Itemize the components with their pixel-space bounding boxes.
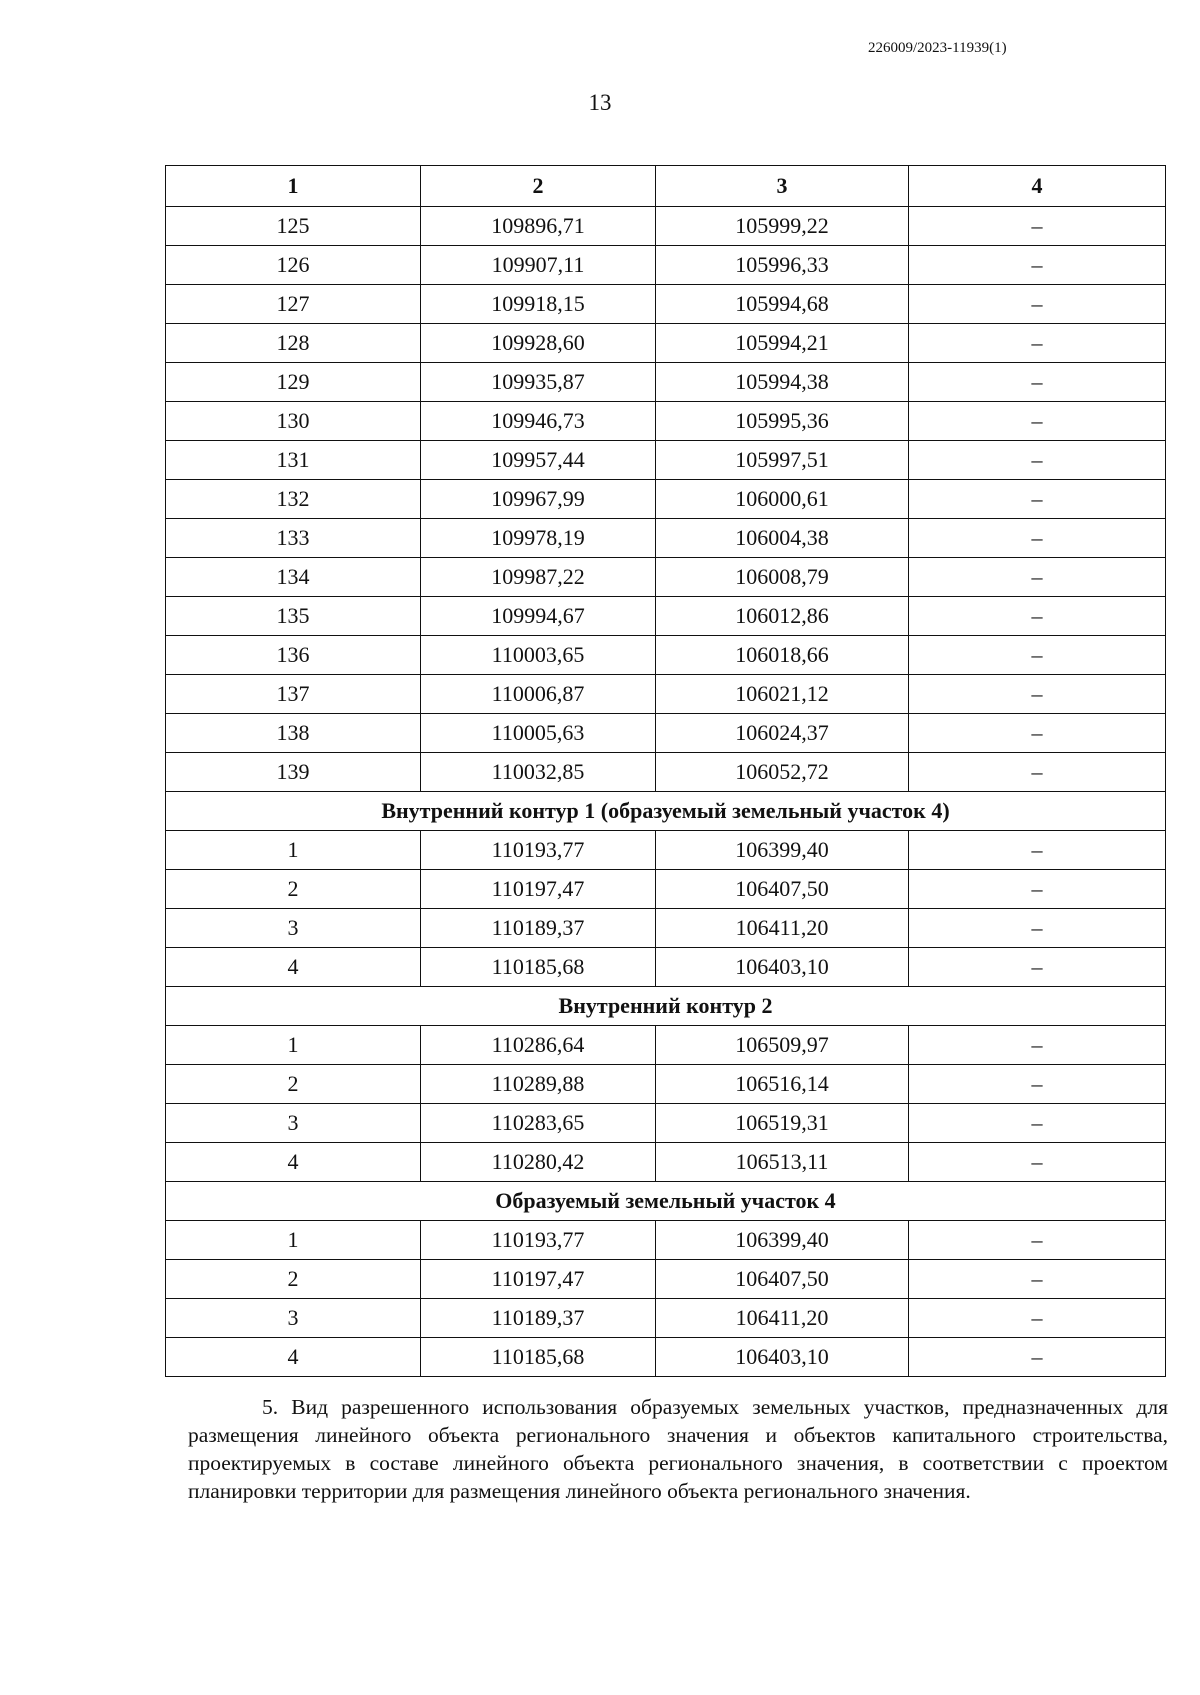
section-title: Внутренний контур 2	[166, 987, 1166, 1026]
table-cell: –	[909, 714, 1166, 753]
table-row	[166, 948, 1166, 987]
table-cell: 105994,38	[656, 363, 909, 402]
table-cell: 132	[166, 480, 421, 519]
section-title-row	[166, 987, 1166, 1026]
table-row	[166, 1299, 1166, 1338]
table-cell: 3	[166, 909, 421, 948]
table-row	[166, 1338, 1166, 1377]
table-cell: 106403,10	[656, 1338, 909, 1377]
table-row	[166, 324, 1166, 363]
table-cell: 106024,37	[656, 714, 909, 753]
table-cell: –	[909, 831, 1166, 870]
table-cell: 126	[166, 246, 421, 285]
table-cell: –	[909, 636, 1166, 675]
table-cell: –	[909, 675, 1166, 714]
table-cell: 106519,31	[656, 1104, 909, 1143]
table-row	[166, 675, 1166, 714]
table-row	[166, 1143, 1166, 1182]
table-cell: 110280,42	[421, 1143, 656, 1182]
table-cell: 106516,14	[656, 1065, 909, 1104]
table-cell: –	[909, 909, 1166, 948]
table-cell: –	[909, 1026, 1166, 1065]
coordinates-table	[165, 165, 1166, 1377]
table-header-row	[166, 166, 1166, 207]
table-cell: 106004,38	[656, 519, 909, 558]
table-cell: 109967,99	[421, 480, 656, 519]
table-cell: –	[909, 597, 1166, 636]
table-row	[166, 1221, 1166, 1260]
table-cell: 3	[166, 1299, 421, 1338]
table-row	[166, 558, 1166, 597]
section-title-row	[166, 792, 1166, 831]
table-row	[166, 207, 1166, 246]
table-row	[166, 909, 1166, 948]
table-cell: –	[909, 753, 1166, 792]
table-cell: 2	[166, 1260, 421, 1299]
table-row	[166, 480, 1166, 519]
table-cell: 105997,51	[656, 441, 909, 480]
table-cell: 139	[166, 753, 421, 792]
table-cell: 109994,67	[421, 597, 656, 636]
table-cell: –	[909, 285, 1166, 324]
table-row	[166, 753, 1166, 792]
table-cell: 135	[166, 597, 421, 636]
table-cell: –	[909, 324, 1166, 363]
table-cell: –	[909, 558, 1166, 597]
table-cell: 2	[166, 1065, 421, 1104]
table-cell: 105995,36	[656, 402, 909, 441]
table-cell: 110189,37	[421, 909, 656, 948]
table-cell: 109928,60	[421, 324, 656, 363]
table-cell: 133	[166, 519, 421, 558]
table-cell: 105994,21	[656, 324, 909, 363]
table-cell: –	[909, 207, 1166, 246]
table-cell: 129	[166, 363, 421, 402]
table-cell: 105996,33	[656, 246, 909, 285]
table-cell: 106513,11	[656, 1143, 909, 1182]
table-cell: 106411,20	[656, 1299, 909, 1338]
table-cell: 106403,10	[656, 948, 909, 987]
table-cell: 105999,22	[656, 207, 909, 246]
column-header: 1	[166, 166, 421, 207]
table-body	[166, 207, 1166, 1377]
column-header: 4	[909, 166, 1166, 207]
table-cell: 110003,65	[421, 636, 656, 675]
table-cell: 106012,86	[656, 597, 909, 636]
table-cell: 109935,87	[421, 363, 656, 402]
table-cell: 110185,68	[421, 948, 656, 987]
table-row	[166, 1104, 1166, 1143]
table-row	[166, 363, 1166, 402]
table-cell: 106407,50	[656, 1260, 909, 1299]
table-cell: –	[909, 402, 1166, 441]
table-cell: 110283,65	[421, 1104, 656, 1143]
table-cell: 4	[166, 1143, 421, 1182]
table-cell: 109946,73	[421, 402, 656, 441]
table-cell: 1	[166, 1221, 421, 1260]
column-header: 3	[656, 166, 909, 207]
table-row	[166, 441, 1166, 480]
body-paragraph: 5. Вид разрешенного использования образуемых земельных участков, предназначенных для размещения линейного объекта регионального значения и объектов капитального строительства, проектируемых в составе линейного объекта регионального значения, в соответствии с проектом планировки территории для размещения линейного объекта регионального значения.	[188, 1395, 1168, 1503]
table-row	[166, 714, 1166, 753]
table-cell: 106008,79	[656, 558, 909, 597]
section-title: Внутренний контур 1 (образуемый земельный участок 4)	[166, 792, 1166, 831]
table-cell: 110286,64	[421, 1026, 656, 1065]
table-cell: 137	[166, 675, 421, 714]
table-cell: 106411,20	[656, 909, 909, 948]
table-cell: –	[909, 1299, 1166, 1338]
table-cell: 2	[166, 870, 421, 909]
table-row	[166, 870, 1166, 909]
table-cell: 110006,87	[421, 675, 656, 714]
table-cell: 3	[166, 1104, 421, 1143]
table-row	[166, 831, 1166, 870]
table-cell: 106399,40	[656, 1221, 909, 1260]
table-cell: 110289,88	[421, 1065, 656, 1104]
table-cell: –	[909, 441, 1166, 480]
table-cell: 106021,12	[656, 675, 909, 714]
table-cell: 109907,11	[421, 246, 656, 285]
table-cell: 106407,50	[656, 870, 909, 909]
table-row	[166, 636, 1166, 675]
table-cell: –	[909, 246, 1166, 285]
table-row	[166, 597, 1166, 636]
table-cell: 128	[166, 324, 421, 363]
table-cell: 4	[166, 948, 421, 987]
table-cell: 106399,40	[656, 831, 909, 870]
table-cell: 4	[166, 1338, 421, 1377]
column-header: 2	[421, 166, 656, 207]
table-cell: –	[909, 870, 1166, 909]
table-cell: 110193,77	[421, 1221, 656, 1260]
table-cell: 110185,68	[421, 1338, 656, 1377]
table-cell: –	[909, 1338, 1166, 1377]
table-cell: 110197,47	[421, 1260, 656, 1299]
table-row	[166, 1026, 1166, 1065]
table-cell: 109987,22	[421, 558, 656, 597]
table-cell: 136	[166, 636, 421, 675]
table-cell: –	[909, 363, 1166, 402]
document-registration-number: 226009/2023-11939(1)	[868, 40, 1007, 56]
table-cell: 110193,77	[421, 831, 656, 870]
page-number: 13	[588, 90, 612, 115]
section-title-row	[166, 1182, 1166, 1221]
table-cell: 138	[166, 714, 421, 753]
table-cell: 110189,37	[421, 1299, 656, 1338]
table-cell: 110032,85	[421, 753, 656, 792]
table-cell: 130	[166, 402, 421, 441]
table-cell: –	[909, 1143, 1166, 1182]
table-cell: –	[909, 1065, 1166, 1104]
table-row	[166, 246, 1166, 285]
table-row	[166, 1260, 1166, 1299]
table-row	[166, 402, 1166, 441]
table-cell: –	[909, 948, 1166, 987]
table-cell: 106509,97	[656, 1026, 909, 1065]
table-row	[166, 519, 1166, 558]
table-cell: –	[909, 519, 1166, 558]
table-cell: 109896,71	[421, 207, 656, 246]
table-cell: 131	[166, 441, 421, 480]
table-cell: –	[909, 480, 1166, 519]
table-cell: –	[909, 1104, 1166, 1143]
table-cell: 106018,66	[656, 636, 909, 675]
table-cell: 125	[166, 207, 421, 246]
table-cell: –	[909, 1221, 1166, 1260]
table-cell: 106052,72	[656, 753, 909, 792]
table-cell: 127	[166, 285, 421, 324]
table-cell: 1	[166, 831, 421, 870]
section-title: Образуемый земельный участок 4	[166, 1182, 1166, 1221]
table-row	[166, 1065, 1166, 1104]
table-row	[166, 285, 1166, 324]
table-cell: 1	[166, 1026, 421, 1065]
table-cell: –	[909, 1260, 1166, 1299]
table-cell: 110005,63	[421, 714, 656, 753]
table-cell: 109957,44	[421, 441, 656, 480]
table-cell: 106000,61	[656, 480, 909, 519]
table-cell: 109978,19	[421, 519, 656, 558]
table-cell: 105994,68	[656, 285, 909, 324]
table-cell: 134	[166, 558, 421, 597]
table-cell: 109918,15	[421, 285, 656, 324]
table-cell: 110197,47	[421, 870, 656, 909]
